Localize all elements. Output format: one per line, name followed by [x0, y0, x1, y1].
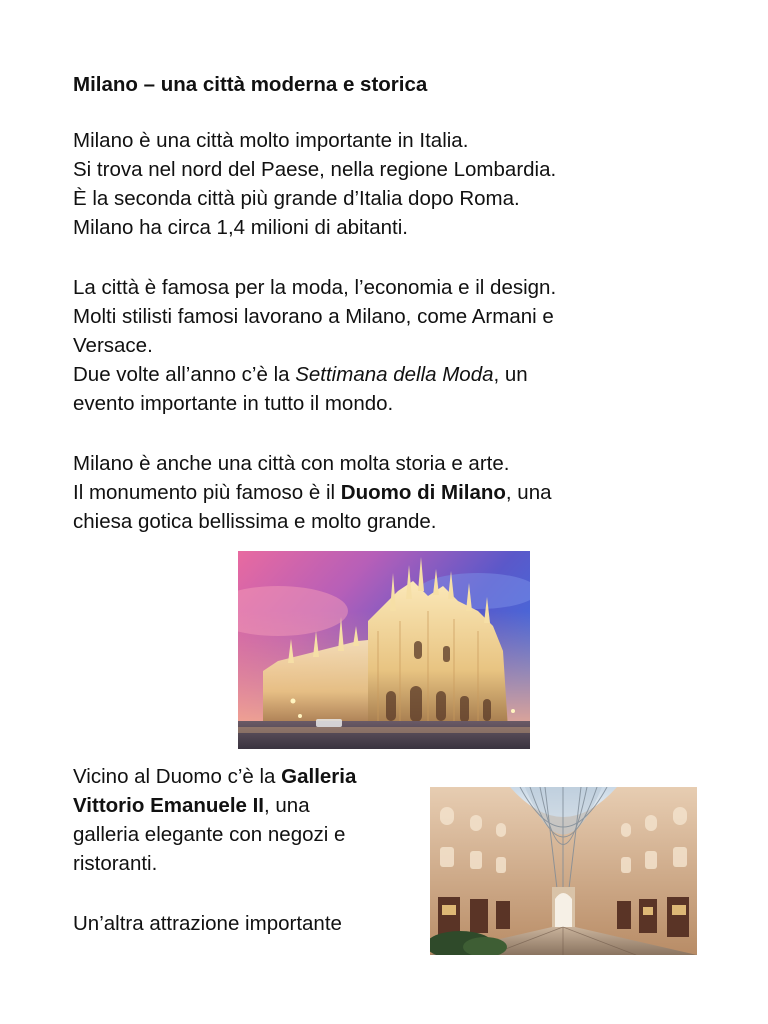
text-line: [73, 762, 423, 791]
text-segment: Il monumento più famoso è il: [73, 481, 341, 504]
text-line: chiesa gotica bellissima e molto grande.: [73, 510, 437, 533]
paragraph-history: [73, 449, 713, 536]
galleria-photo: [430, 787, 697, 955]
text-line: Si trova nel nord del Paese, nella regione Lombardia.: [73, 158, 557, 181]
text-line: Un’altra attrazione importante: [73, 912, 342, 935]
text-line: Versace.: [73, 334, 153, 357]
duomo-photo: [238, 551, 530, 749]
paragraph-fashion: [73, 273, 713, 418]
text-line: [73, 791, 423, 820]
galleria-bold: Vittorio Emanuele II: [73, 794, 264, 817]
document-title: Milano – una città moderna e storica: [73, 73, 428, 96]
text-segment: , una: [505, 481, 552, 504]
paragraph-intro: [73, 126, 713, 242]
text-line: Milano ha circa 1,4 milioni di abitanti.: [73, 216, 408, 239]
fashion-week-italic: Settimana della Moda: [295, 363, 494, 386]
text-line: evento importante in tutto il mondo.: [73, 392, 394, 415]
text-segment: , una: [264, 794, 310, 817]
text-line: [73, 360, 713, 389]
text-line: [73, 478, 713, 507]
text-line: ristoranti.: [73, 852, 158, 875]
text-segment: , un: [493, 363, 528, 386]
text-line: Milano è anche una città con molta storia e arte.: [73, 452, 510, 475]
paragraph-galleria: [73, 762, 423, 878]
text-segment: Vicino al Duomo c’è la: [73, 765, 282, 788]
text-line: La città è famosa per la moda, l’economia e il design.: [73, 276, 557, 299]
text-line: galleria elegante con negozi e: [73, 823, 346, 846]
paragraph-attraction: [73, 909, 423, 938]
text-line: È la seconda città più grande d’Italia dopo Roma.: [73, 187, 520, 210]
duomo-bold: Duomo di Milano: [340, 481, 506, 504]
text-line: Molti stilisti famosi lavorano a Milano, come Armani e: [73, 305, 554, 328]
text-segment: Due volte all’anno c’è la: [73, 363, 296, 386]
text-line: Milano è una città molto importante in Italia.: [73, 129, 469, 152]
galleria-bold: Galleria: [281, 765, 357, 788]
